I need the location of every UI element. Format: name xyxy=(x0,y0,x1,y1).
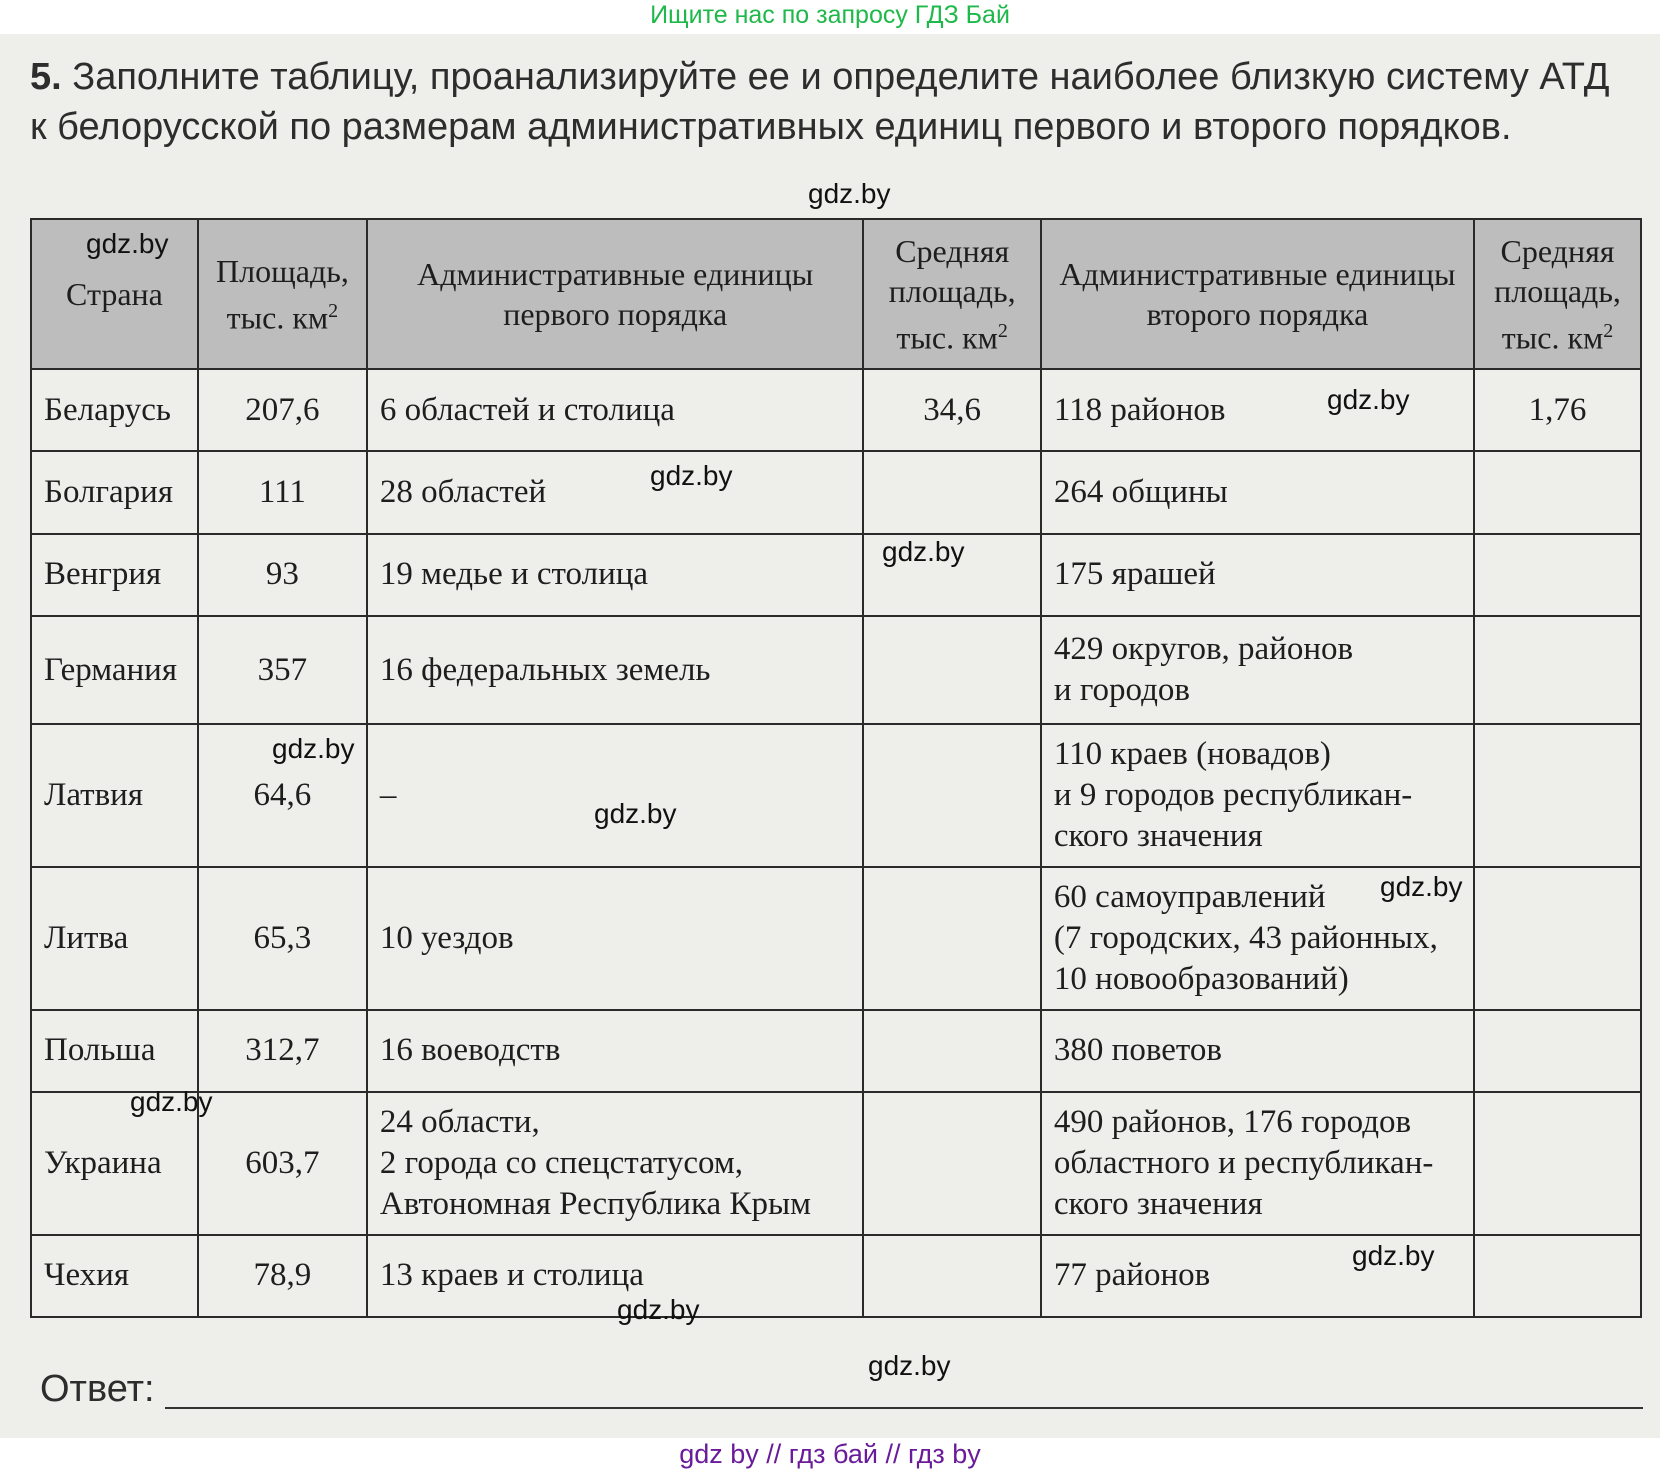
header-units-second-order: Административные единицы второго порядка xyxy=(1041,219,1474,369)
table-row xyxy=(31,1010,1641,1092)
watermark: gdz.by xyxy=(86,228,169,259)
cell-avg-area-second[interactable] xyxy=(1474,724,1641,867)
task-number: 5. xyxy=(30,56,62,98)
cell-avg-area-first[interactable] xyxy=(863,867,1040,1010)
cell-avg-area-first[interactable] xyxy=(863,616,1040,724)
watermark: gdz.by xyxy=(1380,871,1463,902)
task-statement xyxy=(30,52,1630,152)
cell-country: Беларусь xyxy=(31,369,198,451)
cell-country: Венгрия xyxy=(31,534,198,616)
header-country: Страна xyxy=(31,219,198,369)
cell-area: 111 xyxy=(198,451,367,533)
cell-units-second-order: 380 поветов xyxy=(1041,1010,1474,1092)
cell-units-second-order: 175 ярашей xyxy=(1041,534,1474,616)
cell-avg-area-first[interactable] xyxy=(863,451,1040,533)
table-row xyxy=(31,534,1641,616)
watermark: gdz.by xyxy=(594,798,677,829)
watermark: gdz.by xyxy=(130,1086,213,1117)
cell-avg-area-first[interactable] xyxy=(863,1092,1040,1235)
cell-avg-area-second[interactable] xyxy=(1474,616,1641,724)
watermark: gdz.by xyxy=(617,1294,700,1325)
cell-area: 78,9 xyxy=(198,1235,367,1317)
header-avg-area-first: Средняя площадь, тыс. $км^2$ xyxy=(863,219,1040,369)
cell-units-first-order: 28 областей xyxy=(367,451,864,533)
cell-area: 603,7 xyxy=(198,1092,367,1235)
cell-avg-area-first[interactable] xyxy=(863,1010,1040,1092)
cell-units-second-order: 60 самоуправлений (7 городских, 43 районных, 10 новообразований) xyxy=(1041,867,1474,1010)
cell-units-first-order: 6 областей и столица xyxy=(367,369,864,451)
cell-country: Чехия xyxy=(31,1235,198,1317)
watermark: gdz.by xyxy=(272,733,355,764)
header-units-first-order: Административные единицы первого порядка xyxy=(367,219,864,369)
bottom-banner: gdz by // гдз бай // гдз by xyxy=(679,1439,981,1469)
cell-avg-area-second[interactable] xyxy=(1474,534,1641,616)
watermark: gdz.by xyxy=(1352,1240,1435,1271)
cell-area: 207,6 xyxy=(198,369,367,451)
header-area: Площадь, тыс. $км^2$ xyxy=(198,219,367,369)
cell-avg-area-second[interactable] xyxy=(1474,1235,1641,1317)
cell-units-first-order: 16 воеводств xyxy=(367,1010,864,1092)
cell-country: Украина xyxy=(31,1092,198,1235)
top-banner: Ищите нас по запросу ГДЗ Бай xyxy=(650,1,1010,29)
cell-avg-area-first[interactable]: 34,6 xyxy=(863,369,1040,451)
cell-units-second-order: 429 округов, районов и городов xyxy=(1041,616,1474,724)
watermark: gdz.by xyxy=(808,178,891,209)
answer-label: Ответ: xyxy=(40,1368,155,1410)
cell-units-first-order: 13 краев и столица xyxy=(367,1235,864,1317)
cell-area: 64,6 xyxy=(198,724,367,867)
cell-country: Латвия xyxy=(31,724,198,867)
cell-units-second-order: 490 районов, 176 городов областного и республикан- ского значения xyxy=(1041,1092,1474,1235)
cell-units-first-order: 19 медье и столица xyxy=(367,534,864,616)
answer-input-line[interactable] xyxy=(165,1407,1643,1409)
watermark: gdz.by xyxy=(650,460,733,491)
cell-avg-area-second[interactable] xyxy=(1474,1010,1641,1092)
cell-units-first-order: – xyxy=(367,724,864,867)
cell-avg-area-second[interactable]: 1,76 xyxy=(1474,369,1641,451)
cell-area: 65,3 xyxy=(198,867,367,1010)
cell-units-first-order: 16 федеральных земель xyxy=(367,616,864,724)
cell-country: Литва xyxy=(31,867,198,1010)
cell-avg-area-second[interactable] xyxy=(1474,451,1641,533)
cell-avg-area-second[interactable] xyxy=(1474,1092,1641,1235)
atd-table xyxy=(30,218,1642,1318)
cell-area: 357 xyxy=(198,616,367,724)
cell-units-second-order: 264 общины xyxy=(1041,451,1474,533)
cell-units-first-order: 24 области, 2 города со спецстатусом, Автономная Республика Крым xyxy=(367,1092,864,1235)
cell-avg-area-first[interactable] xyxy=(863,724,1040,867)
cell-units-second-order: 118 районов xyxy=(1041,369,1474,451)
header-avg-area-second: Средняя площадь, тыс. $км^2$ xyxy=(1474,219,1641,369)
cell-area: 93 xyxy=(198,534,367,616)
cell-country: Польша xyxy=(31,1010,198,1092)
cell-avg-area-second[interactable] xyxy=(1474,867,1641,1010)
watermark: gdz.by xyxy=(868,1350,951,1381)
cell-area: 312,7 xyxy=(198,1010,367,1092)
cell-country: Болгария xyxy=(31,451,198,533)
watermark: gdz.by xyxy=(1327,384,1410,415)
cell-avg-area-first[interactable] xyxy=(863,1235,1040,1317)
table-row xyxy=(31,616,1641,724)
watermark: gdz.by xyxy=(882,536,965,567)
task-text: Заполните таблицу, проанализируйте ее и определите наиболее близкую систему АТД к белорусской по размерам административных единиц первого и второго порядков. xyxy=(30,56,1610,148)
cell-units-second-order: 110 краев (новадов) и 9 городов республикан- ского значения xyxy=(1041,724,1474,867)
table-row xyxy=(31,1092,1641,1235)
cell-units-first-order: 10 уездов xyxy=(367,867,864,1010)
table-header-row xyxy=(31,219,1641,369)
cell-country: Германия xyxy=(31,616,198,724)
cell-units-second-order: 77 районов xyxy=(1041,1235,1474,1317)
table-row xyxy=(31,451,1641,533)
